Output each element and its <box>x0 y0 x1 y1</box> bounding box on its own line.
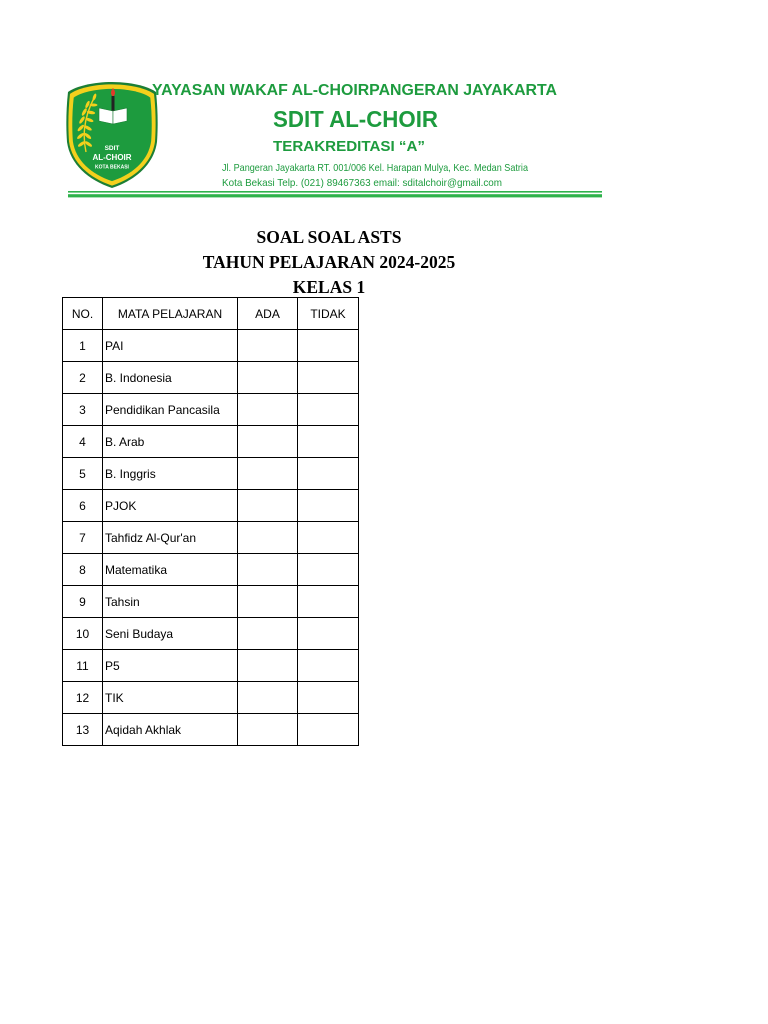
row-number: 12 <box>63 682 103 714</box>
row-number: 1 <box>63 330 103 362</box>
table-row <box>63 458 359 490</box>
ada-cell <box>238 682 298 714</box>
subjects-table <box>62 297 359 746</box>
foundation-name: YAYASAN WAKAF AL-CHOIRPANGERAN JAYAKARTA <box>152 82 557 99</box>
logo-text-city: KOTA BEKASI <box>95 164 129 171</box>
header-subject: MATA PELAJARAN <box>103 298 238 330</box>
school-address: Jl. Pangeran Jayakarta RT. 001/006 Kel. Harapan Mulya, Kec. Medan Satria <box>222 162 529 174</box>
school-contact: Kota Bekasi Telp. (021) 89467363 email: sditalchoir@gmail.com <box>222 177 503 189</box>
row-number: 11 <box>63 650 103 682</box>
subject-name: P5 <box>103 650 238 682</box>
tidak-cell <box>298 618 359 650</box>
table-row <box>63 682 359 714</box>
subject-name: B. Indonesia <box>103 362 238 394</box>
title-exam: SOAL SOAL ASTS <box>256 227 402 247</box>
row-number: 3 <box>63 394 103 426</box>
tidak-cell <box>298 490 359 522</box>
title-academic-year: TAHUN PELAJARAN 2024-2025 <box>202 252 456 272</box>
ada-cell <box>238 330 298 362</box>
table-row <box>63 426 359 458</box>
letterhead <box>0 0 768 210</box>
row-number: 13 <box>63 714 103 746</box>
row-number: 4 <box>63 426 103 458</box>
row-number: 2 <box>63 362 103 394</box>
ada-cell <box>238 490 298 522</box>
table-row <box>63 650 359 682</box>
header-tidak: TIDAK <box>298 298 359 330</box>
header-ada: ADA <box>238 298 298 330</box>
ada-cell <box>238 426 298 458</box>
torch-icon <box>111 88 115 111</box>
tidak-cell <box>298 362 359 394</box>
subject-name: B. Arab <box>103 426 238 458</box>
ada-cell <box>238 618 298 650</box>
subject-name: PAI <box>103 330 238 362</box>
ada-cell <box>238 554 298 586</box>
table-row <box>63 714 359 746</box>
ada-cell <box>238 714 298 746</box>
row-number: 10 <box>63 618 103 650</box>
table-row <box>63 330 359 362</box>
subject-name: B. Inggris <box>103 458 238 490</box>
document-title <box>129 225 529 300</box>
logo-text-sdit: SDIT <box>104 145 120 152</box>
subject-name: Tahfidz Al-Qur'an <box>103 522 238 554</box>
ada-cell <box>238 458 298 490</box>
tidak-cell <box>298 394 359 426</box>
tidak-cell <box>298 458 359 490</box>
ada-cell <box>238 394 298 426</box>
tidak-cell <box>298 714 359 746</box>
school-name: SDIT AL-CHOIR <box>273 106 439 132</box>
row-number: 8 <box>63 554 103 586</box>
logo-text-school: AL-CHOIR <box>92 153 132 162</box>
tidak-cell <box>298 554 359 586</box>
header-no: NO. <box>63 298 103 330</box>
row-number: 9 <box>63 586 103 618</box>
row-number: 7 <box>63 522 103 554</box>
tidak-cell <box>298 586 359 618</box>
accreditation: TERAKREDITASI “A” <box>273 138 425 155</box>
row-number: 5 <box>63 458 103 490</box>
ada-cell <box>238 586 298 618</box>
table-header-row <box>63 298 359 330</box>
table-row <box>63 554 359 586</box>
ada-cell <box>238 650 298 682</box>
tidak-cell <box>298 650 359 682</box>
subject-name: Pendidikan Pancasila <box>103 394 238 426</box>
subject-name: Matematika <box>103 554 238 586</box>
table-row <box>63 394 359 426</box>
letterhead-rule <box>68 191 602 197</box>
tidak-cell <box>298 682 359 714</box>
title-class: KELAS 1 <box>292 277 366 297</box>
subject-name: TIK <box>103 682 238 714</box>
subject-name: Seni Budaya <box>103 618 238 650</box>
table-row <box>63 618 359 650</box>
ada-cell <box>238 522 298 554</box>
subject-name: Tahsin <box>103 586 238 618</box>
school-logo <box>66 82 157 188</box>
ada-cell <box>238 362 298 394</box>
table-row <box>63 362 359 394</box>
table-row <box>63 586 359 618</box>
subject-name: Aqidah Akhlak <box>103 714 238 746</box>
tidak-cell <box>298 330 359 362</box>
table-row <box>63 522 359 554</box>
tidak-cell <box>298 522 359 554</box>
table-row <box>63 490 359 522</box>
tidak-cell <box>298 426 359 458</box>
row-number: 6 <box>63 490 103 522</box>
subject-name: PJOK <box>103 490 238 522</box>
